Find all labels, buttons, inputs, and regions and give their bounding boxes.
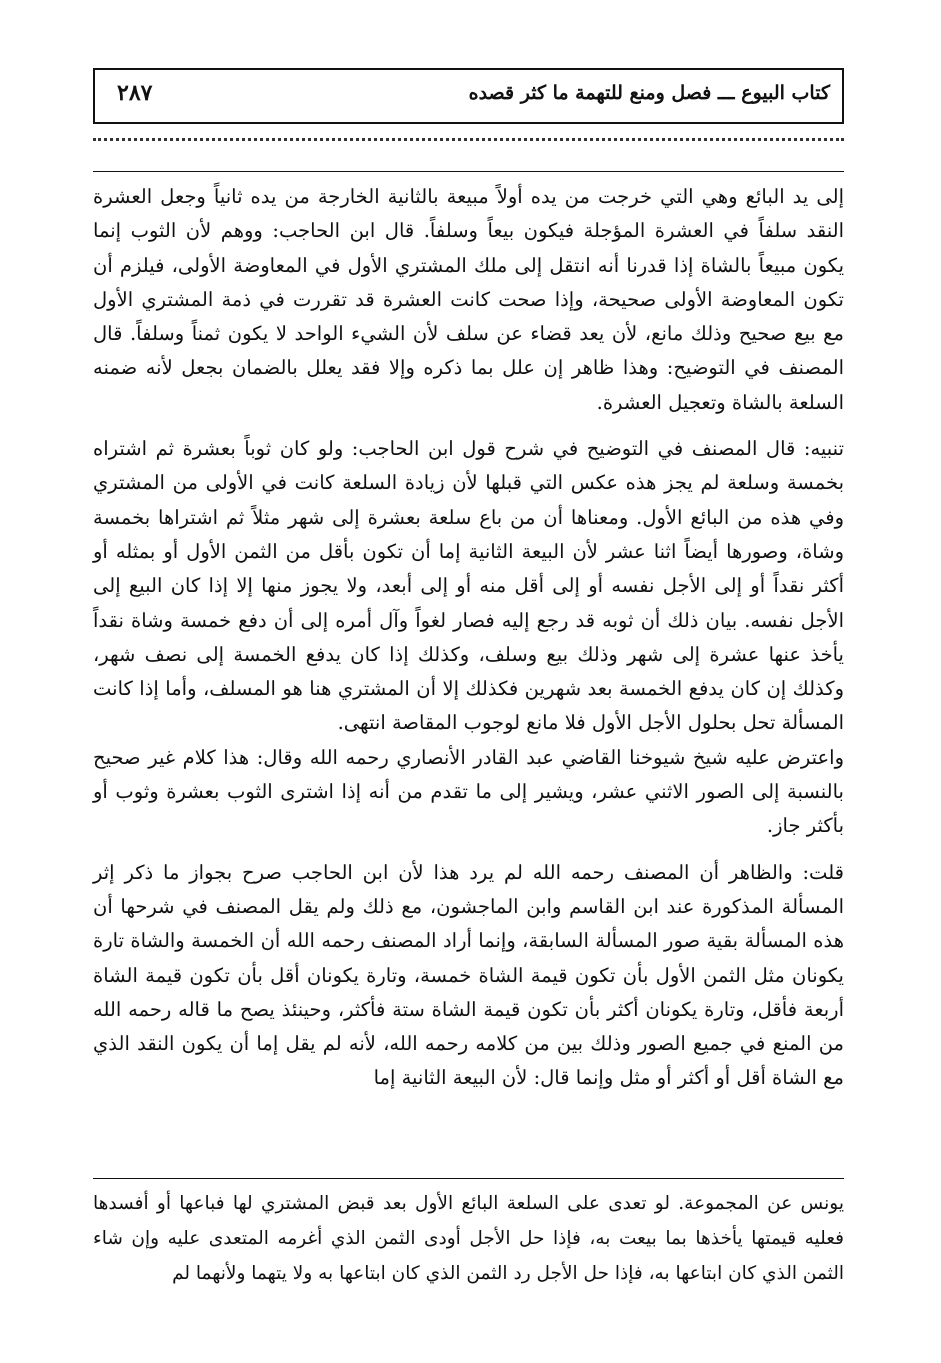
footnote-text: يونس عن المجموعة. لو تعدى على السلعة البائع الأول بعد قبض المشتري لها فباعها أو أفسدها فعليه قيمتها يأخذها بما بيعت به، فإذا حل الأجل أودى الثمن الذي أغرمه المتعدى عليه وإن شاء الثمن الذي كان ابتاعها به، فإذا حل الأجل رد الثمن الذي كان ابتاعها به ولا يتهما ولأنهما لم	[93, 1193, 844, 1284]
paragraph-4: قلت: والظاهر أن المصنف رحمه الله لم يرد هذا لأن ابن الحاجب صرح بجواز ما ذكر إثر المسألة المذكورة عند ابن القاسم وابن الماجشون، مع ذلك ولم يقل المصنف في شرحها أن هذه المسألة بقية صور المسألة السابقة، وإنما أراد المصنف رحمه الله أن الخمسة والشاة تارة يكونان مثل الثمن الأول بأن تكون قيمة الشاة خمسة، وتارة يكونان أقل بأن تكون قيمة الشاة أربعة فأقل، وتارة يكونان أكثر بأن تكون قيمة الشاة ستة فأكثر، وحينئذ يصح ما قاله رحمه الله من المنع في جميع الصور وذلك بين من كلامه رحمه الله، لأنه لم يقل إما أن يكون النقد الذي مع الشاة أقل أو أكثر أو مثل وإنما قال: لأن البيعة الثانية إما	[93, 860, 844, 1090]
paragraph-3: واعترض عليه شيخ شيوخنا القاضي عبد القادر الأنصاري رحمه الله وقال: هذا كلام غير صحيح بالنسبة إلى الصور الاثني عشر، ويشير إلى ما تقدم من أنه إذا اشترى الثوب بعشرة وثوب أو بأكثر جاز.	[93, 745, 844, 838]
paragraph-1: إلى يد البائع وهي التي خرجت من يده أولاً مبيعة بالثانية الخارجة من يده ثانياً وجعل العشرة النقد سلفاً في العشرة المؤجلة فيكون بيعاً وسلفاً. قال ابن الحاجب: ووهم لأن الثوب إنما يكون مبيعاً بالشاة إذا قدرنا أنه انتقل إلى ملك المشتري الأول في المعاوضة الأولى، فيلزم أن تكون المعاوضة الأولى صحيحة، وإذا صحت كانت العشرة قد تقررت في ذمة المشتري الأول مع بيع صحيح وذلك مانع، لأن يعد قضاء عن سلف لأن الشيء الواحد لا يكون ثمناً وسلفاً. قال المصنف في التوضيح: وهذا ظاهر إن علل بما ذكره وإلا فقد يعلل بالضمان بجعل لأنه ضمنه السلعة بالشاة وتعجيل العشرة.	[93, 185, 844, 414]
footnote-rule	[93, 1178, 844, 1179]
header-title: كتاب البيوع ـــ فصل ومنع للتهمة ما كثر قصده	[468, 82, 830, 104]
dotted-separator	[93, 138, 844, 142]
page-number: ٢٨٧	[117, 80, 153, 106]
paragraph-2: تنبيه: قال المصنف في التوضيح في شرح قول ابن الحاجب: ولو كان ثوباً بعشرة ثم اشتراه بخمسة وسلعة لم يجز هذه عكس التي قبلها لأن زيادة السلعة كانت في الأولى من المشتري وفي هذه من البائع الأول. ومعناها أن من باع سلعة بعشرة إلى شهر مثلاً ثم اشتراها بخمسة وشاة، وصورها أيضاً اثنا عشر لأن البيعة الثانية إما أن تكون بأقل من الثمن الأول أو بمثله أو أكثر نقداً أو إلى الأجل نفسه أو إلى أقل منه أو إلى أبعد، ولا يجوز منها إلا إذا كان البيع إلى الأجل نفسه. بيان ذلك أن ثوبه قد رجع إليه فصار لغواً وآل أمره إلى أن دفع خمسة وشاة نقداً يأخذ عنها عشرة إلى شهر وذلك بيع وسلف، وكذلك إذا كان يدفع الخمسة إلى نصف شهر، وكذلك إن كان يدفع الخمسة بعد شهرين فكذلك إلا أن المشتري هنا هو المسلف، وأما إذا كانت المسألة تحل بحلول الأجل الأول فلا مانع لوجوب المقاصة انتهى.	[93, 437, 844, 735]
running-header	[93, 68, 844, 124]
main-text	[93, 180, 844, 1096]
header-rule	[93, 171, 844, 172]
footnote	[93, 1186, 844, 1291]
